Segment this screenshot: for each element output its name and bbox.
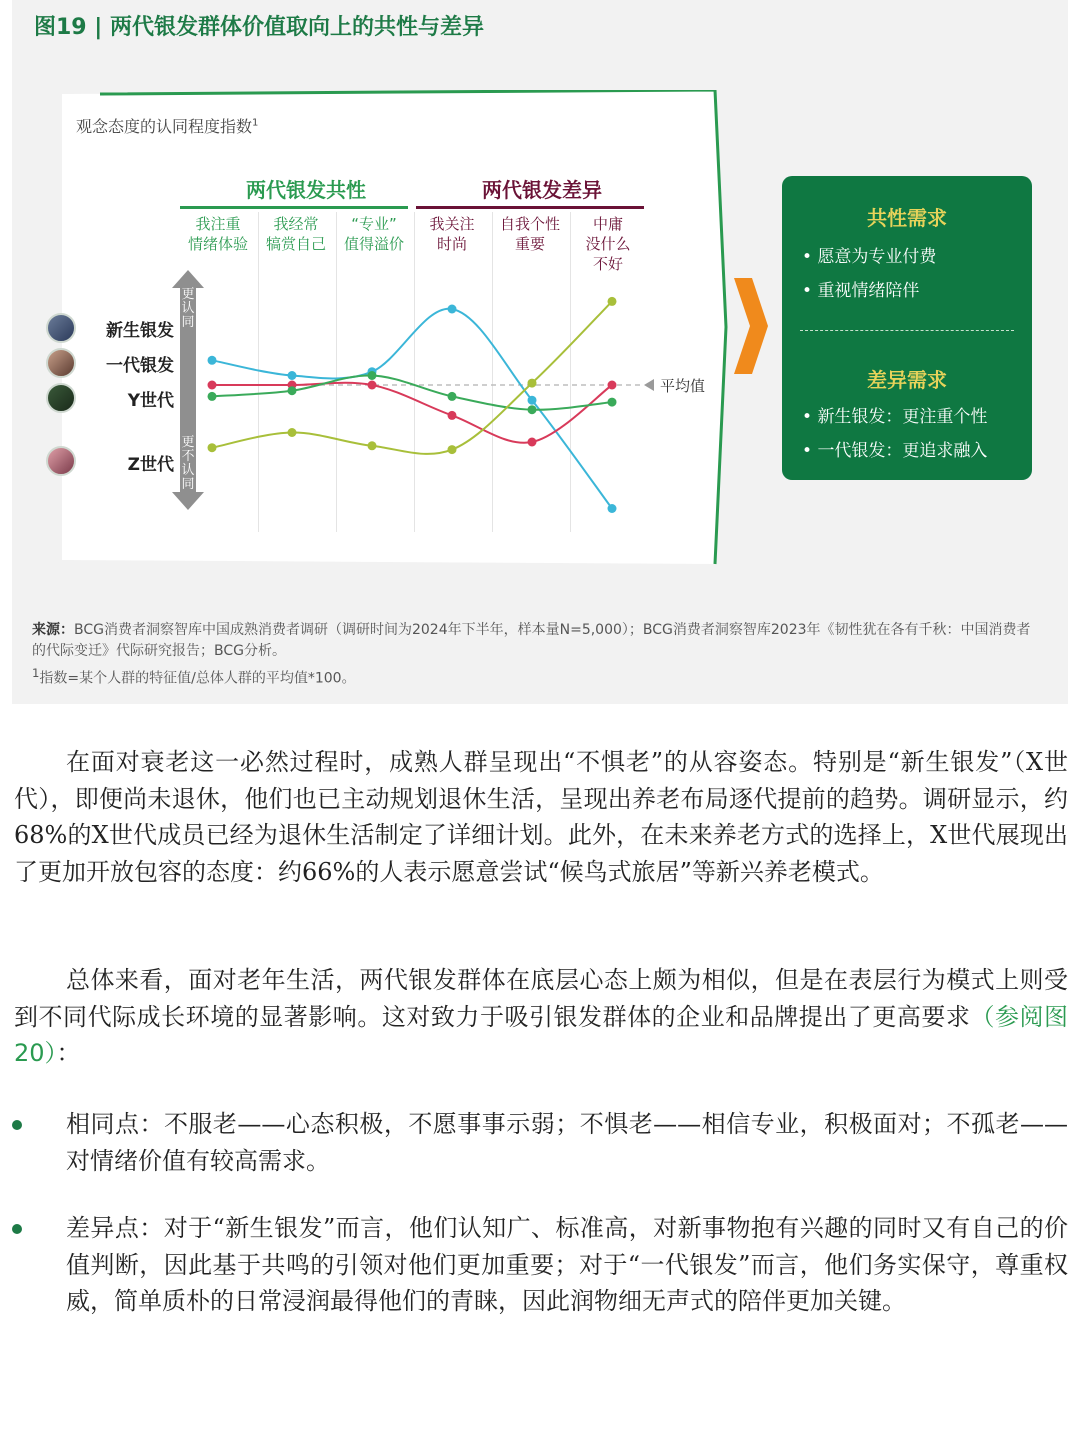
- diff-needs-title: 差异需求: [867, 368, 947, 392]
- data-point-3-5: [608, 297, 617, 306]
- segment-label-yidai: 一代银发: [106, 356, 174, 376]
- bullet-item-similarities: 相同点：不服老——心态积极，不愿事事示弱；不惧老——相信专业，积极面对；不孤老——对情绪价值有较高需求。: [66, 1110, 1068, 1175]
- column-label: 我经常 犒赏自己: [265, 215, 326, 253]
- average-label: 平均值: [660, 377, 706, 395]
- common-needs-item: • 愿意为专业付费: [802, 242, 936, 267]
- segment-label-y: Y世代: [127, 391, 174, 411]
- figure-panel: [12, 0, 1068, 704]
- needs-divider: [800, 330, 1014, 331]
- series-line-3: [212, 301, 612, 454]
- needs-box: [782, 176, 1032, 480]
- group-diff-title: 两代银发差异: [482, 178, 602, 202]
- data-point-2-3: [448, 392, 457, 401]
- common-needs-title: 共性需求: [867, 206, 947, 230]
- data-point-3-1: [288, 428, 297, 437]
- segment-label-z: Z世代: [127, 455, 174, 475]
- axis-label-bottom: 更不认同: [181, 435, 195, 492]
- data-point-1-2: [368, 381, 377, 390]
- data-point-2-4: [528, 405, 537, 414]
- bullet-dot: [12, 1120, 22, 1130]
- footnote: $^1$指数=某个人群的特征值/总体人群的平均值*100。: [32, 666, 356, 687]
- figure-reference-link[interactable]: （参阅图20）: [14, 1002, 1069, 1067]
- data-point-1-3: [448, 411, 457, 420]
- data-point-0-0: [208, 356, 217, 365]
- data-point-3-0: [208, 443, 217, 452]
- data-point-0-3: [448, 305, 457, 314]
- data-point-3-3: [448, 445, 457, 454]
- group-common-title: 两代银发共性: [246, 178, 366, 202]
- column-label: 我关注 时尚: [429, 215, 475, 253]
- bullet-item-differences: 差异点：对于“新生银发”而言，他们认知广、标准高，对新事物抱有兴趣的同时又有自己的价值判断，因此基于共鸣的引领对他们更加重要；对于“一代银发”而言，他们务实保守，尊重权威，简单质朴的日常浸润最得他们的青睐，因此润物细无声式的陪伴更加关键。: [66, 1214, 1068, 1315]
- data-point-0-1: [288, 371, 297, 380]
- column-label: 我注重 情绪体验: [187, 215, 248, 253]
- diff-needs-item: • 一代银发：更追求融入: [802, 436, 987, 461]
- data-point-2-5: [608, 398, 617, 407]
- data-point-2-1: [288, 386, 297, 395]
- column-label: “专业” 值得溢价: [343, 215, 404, 253]
- common-needs-item: • 重视情绪陪伴: [802, 276, 919, 301]
- data-point-2-2: [368, 371, 377, 380]
- data-point-3-2: [368, 441, 377, 450]
- data-point-1-0: [208, 381, 217, 390]
- column-label: 中庸 没什么 不好: [585, 215, 631, 273]
- source-note: 来源：BCG消费者洞察智库中国成熟消费者调研（调研时间为2024年下半年，样本量N=5,000）；BCG消费者洞察智库2023年《韧性犹在各有千秋：中国消费者的代际变迁》代际研究报告；BCG分析。: [32, 622, 1031, 659]
- data-point-2-0: [208, 392, 217, 401]
- chart-subtitle: 观念态度的认同程度指数$^1$: [76, 117, 259, 136]
- average-marker: [644, 379, 654, 391]
- axis-label-top: 更认同: [181, 287, 195, 330]
- figure-title: 图19 | 两代银发群体价值取向上的共性与差异: [34, 15, 484, 40]
- segment-label-xinsheng: 新生银发: [106, 321, 174, 341]
- diff-needs-item: • 新生银发：更注重个性: [802, 402, 987, 427]
- data-point-0-5: [608, 504, 617, 513]
- series-line-2: [212, 375, 612, 409]
- data-point-3-4: [528, 379, 537, 388]
- data-point-1-4: [528, 438, 537, 447]
- chevron-right-icon: [734, 278, 768, 374]
- data-point-1-5: [608, 381, 617, 390]
- data-point-0-4: [528, 396, 537, 405]
- paragraph-2: 总体来看，面对老年生活，两代银发群体在底层心态上颇为相似，但是在表层行为模式上则受到不同代际成长环境的显著影响。这对致力于吸引银发群体的企业和品牌提出了更高要求（参阅图20）：: [14, 966, 1069, 1067]
- paragraph-1: 在面对衰老这一必然过程时，成熟人群呈现出“不惧老”的从容姿态。特别是“新生银发”（X世代），即便尚未退休，他们也已主动规划退休生活，呈现出养老布局逐代提前的趋势。调研显示，约68%的X世代成员已经为退休生活制定了详细计划。此外，在未来养老方式的选择上，X世代展现出了更加开放包容的态度：约66%的人表示愿意尝试“候鸟式旅居”等新兴养老模式。: [14, 748, 1068, 886]
- column-label: 自我个性 重要: [499, 215, 560, 253]
- bullet-dot: [12, 1224, 22, 1234]
